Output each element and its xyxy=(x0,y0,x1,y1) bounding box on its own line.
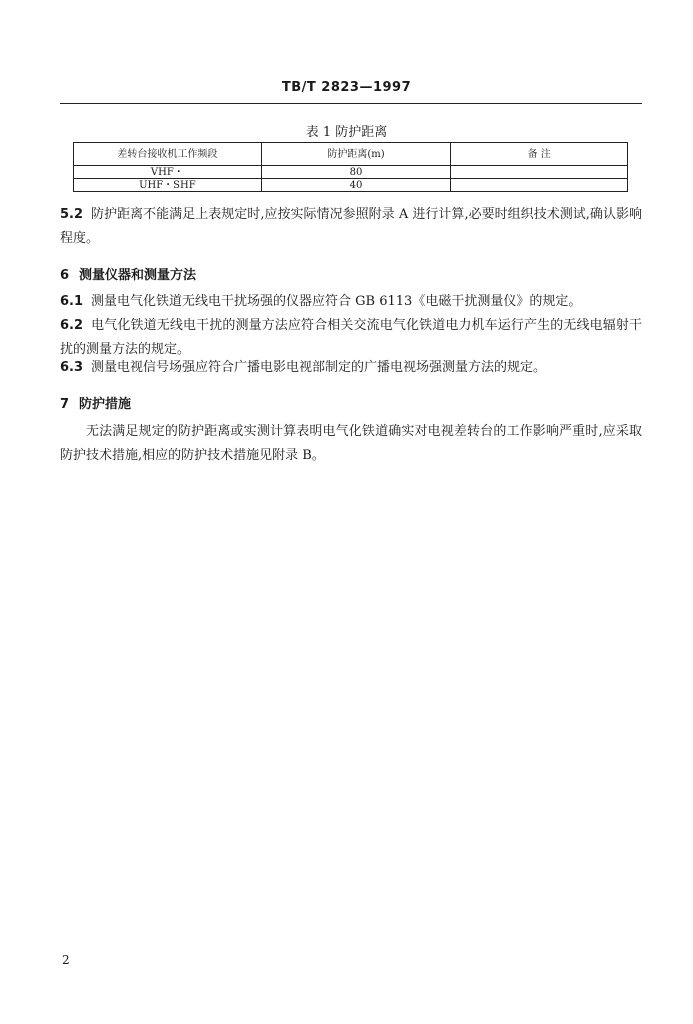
section-number: 6 xyxy=(60,268,70,283)
cell-protection-distance: 40 xyxy=(261,179,451,192)
page-number: 2 xyxy=(62,953,70,967)
clause-text: 测量电气化铁道无线电干扰场强的仪器应符合 GB 6113《电磁干扰测量仪》的规定。 xyxy=(91,294,582,309)
cell-frequency-band: UHF・SHF xyxy=(74,179,262,192)
cell-protection-distance: 80 xyxy=(261,166,451,179)
header-rule xyxy=(60,103,642,104)
section-7-body: 无法满足规定的防护距离或实测计算表明电气化铁道确实对电视差转台的工作影响严重时,应采取防护技术措施,相应的防护技术措施见附录 B。 xyxy=(60,424,642,463)
clause-number: 6.3 xyxy=(60,360,84,375)
protection-distance-table xyxy=(73,142,628,192)
table-header-row xyxy=(74,143,628,166)
clause-6-2 xyxy=(60,314,642,362)
clause-number: 6.2 xyxy=(60,318,84,333)
column-header-protection-distance: 防护距离(m) xyxy=(261,143,451,166)
section-title: 测量仪器和测量方法 xyxy=(79,268,197,283)
section-heading-6 xyxy=(60,264,642,283)
table-caption: 表 1 防护距离 xyxy=(305,125,388,140)
cell-frequency-band: VHF・ xyxy=(74,166,262,179)
clause-6-3 xyxy=(60,356,642,380)
clause-5-2 xyxy=(60,203,642,251)
clause-text: 电气化铁道无线电干扰的测量方法应符合相关交流电气化铁道电力机车运行产生的无线电辐射干扰的测量方法的规定。 xyxy=(60,318,642,357)
clause-number: 6.1 xyxy=(60,294,84,309)
clause-text: 防护距离不能满足上表规定时,应按实际情况参照附录 A 进行计算,必要时组织技术测试,确认影响程度。 xyxy=(60,207,642,246)
section-heading-7 xyxy=(60,393,642,412)
column-header-remarks: 备 注 xyxy=(451,143,628,166)
column-header-frequency-band: 差转台接收机工作频段 xyxy=(74,143,262,166)
clause-text: 测量电视信号场强应符合广播电影电视部制定的广播电视场强测量方法的规定。 xyxy=(91,360,547,375)
table-row xyxy=(74,179,628,192)
cell-remarks xyxy=(451,179,628,192)
section-number: 7 xyxy=(60,397,70,412)
clause-number: 5.2 xyxy=(60,207,84,222)
section-title: 防护措施 xyxy=(79,397,132,412)
table-row xyxy=(74,166,628,179)
clause-6-1 xyxy=(60,290,642,314)
cell-remarks xyxy=(451,166,628,179)
standard-code-header: TB/T 2823—1997 xyxy=(281,80,412,95)
